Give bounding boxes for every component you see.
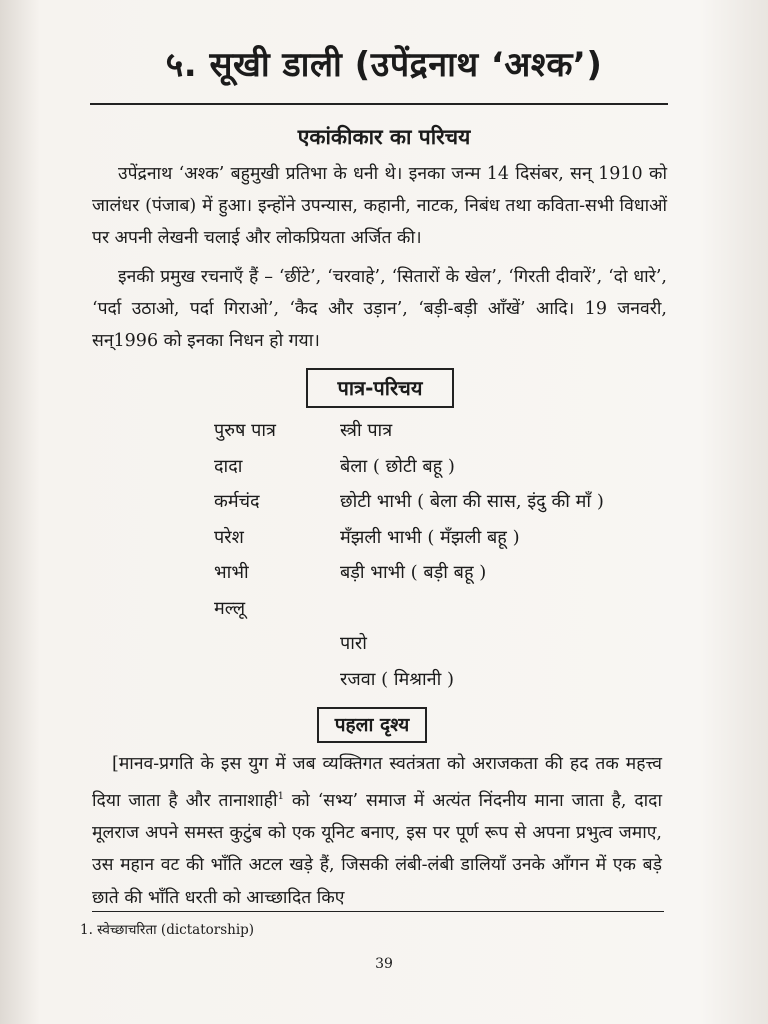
scene-text-part-1: [मानव-प्रगति के इस युग में जब व्यक्तिगत स्वतंत्रता को अराजकता की हद तक महत्त्व दिया जाता है और तानाशाही [92,754,662,811]
chapter-title: ५. सूखी डाली (उपेंद्रनाथ ‘अश्क’) [165,45,603,85]
female-characters-header: स्त्री पात्र [340,420,393,441]
male-character: परेश [214,526,244,548]
female-character: बेला ( छोटी बहू ) [340,455,455,477]
character-row [214,525,674,561]
female-character: मँझली भाभी ( मँझली बहू ) [340,526,520,548]
character-row [214,454,674,490]
characters-header-row [214,418,674,454]
characters-list [214,418,674,702]
male-character: दादा [214,455,243,477]
female-character: रजवा ( मिश्रानी ) [340,668,455,690]
female-character: पारो [340,633,367,654]
intro-paragraph-1: उपेंद्रनाथ ‘अश्क’ बहुमुखी प्रतिभा के धनी थे। इनका जन्म 14 दिसंबर, सन् 1910 को जालंधर (पंजाब) में हुआ। इन्होंने उपन्यास, कहानी, नाटक, निबंध तथा कविता-सभी विधाओं पर अपनी लेखनी चलाई और लोकप्रियता अर्जित की। [92,164,667,248]
footnote: 1. स्वेच्छाचरिता (dictatorship) [80,922,255,938]
characters-heading: पात्र-परिचय [306,368,454,408]
male-character: मल्लू [214,597,246,619]
female-character: छोटी भाभी ( बेला की सास, इंदु की माँ ) [340,491,604,512]
character-row [214,667,674,703]
character-row [214,560,674,596]
scene-description [92,748,662,914]
male-character: भाभी [214,562,249,583]
male-character: कर्मचंद [214,491,260,512]
character-row [214,631,674,667]
scene-heading: पहला दृश्य [317,707,427,743]
intro-paragraph-2: इनकी प्रमुख रचनाएँ हैं – ‘छींटे’, ‘चरवाहे’, ‘सितारों के खेल’, ‘गिरती दीवारें’, ‘दो धारे’, ‘पर्दा उठाओ, पर्दा गिराओ’, ‘कैद और उड़ान’, ‘बड़ी-बड़ी आँखें’ आदि। 19 जनवरी, सन्1996 को इनका निधन हो गया। [92,267,667,351]
scene-text-part-2: को ‘सभ्य’ समाज में अत्यंत निंदनीय माना जाता है, दादा मूलराज अपने समस्त कुटुंब को एक यूनिट बनाए, इस पर पूर्ण रूप से अपना प्रभुत्व जमाए, उस महान वट की भाँति अटल खड़े हैं, जिसकी लंबी-लंबी डालियाँ उनके आँगन में एक बड़े छाते की भाँति धरती को आच्छादित किए [92,790,662,908]
intro-heading: एकांकीकार का परिचय [297,125,471,149]
title-divider [90,103,668,105]
male-characters-header: पुरुष पात्र [214,420,276,441]
character-row [214,596,674,632]
character-row [214,489,674,525]
footnote-divider [92,911,664,912]
footnote-marker: 1 [277,790,284,802]
page-number: 39 [375,956,393,972]
female-character: बड़ी भाभी ( बड़ी बहू ) [340,562,487,583]
